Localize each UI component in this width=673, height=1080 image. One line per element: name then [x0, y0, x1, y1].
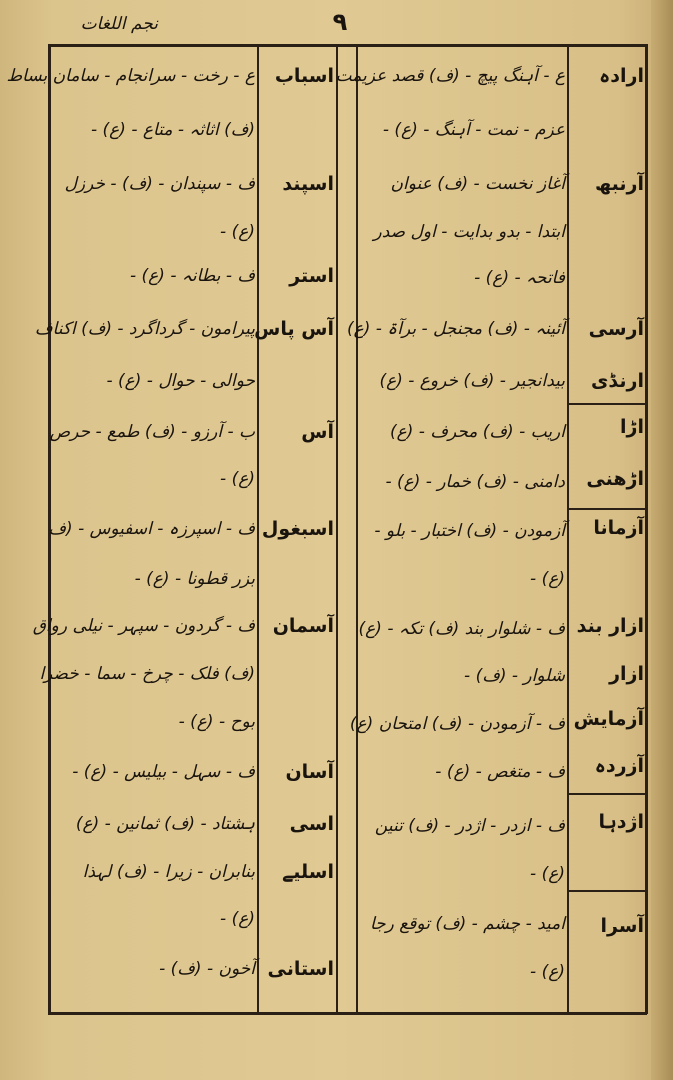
table-top-rule [48, 44, 647, 47]
left-gloss-line: ف - سپندان - (ف) - خرزل [64, 174, 255, 194]
left-column-outer-divider [336, 44, 338, 1014]
left-headword: آس پاس [254, 318, 334, 340]
headword-separator [567, 403, 647, 405]
left-headword: استانی [267, 958, 334, 980]
right-headword-divider [567, 44, 569, 1014]
right-gloss-line: آزمودن - (ف) اختبار - بلو - [374, 521, 565, 541]
right-gloss-line: ابتدا - بدو بدایت - اول صدر [373, 222, 565, 242]
right-headword: آسرا [600, 915, 644, 937]
left-headword: آسمان [272, 615, 334, 637]
right-gloss-line: فاتحہ - (ع) - [474, 268, 565, 288]
right-headword: ازار بند [576, 615, 644, 637]
right-headword: آرنبھ [594, 173, 644, 195]
right-gloss-line: بیدانجیر - (ف) خروع - (ع) [379, 371, 565, 391]
right-gloss-line: امید - چشم - (ف) توقع رجا [369, 914, 565, 934]
left-gloss-line: بوح - (ع) - [178, 712, 255, 732]
left-headword: استر [289, 265, 334, 287]
right-gloss-line: (ع) - [530, 864, 565, 884]
right-headword: ارادہ [599, 65, 644, 87]
left-gloss-line: (ع) - [220, 469, 255, 489]
right-gloss-line: آغاز نخست - (ف) عنوان [390, 174, 565, 194]
table-bottom-rule [48, 1012, 647, 1015]
left-gloss-line: ف - بطانہ - (ع) - [129, 266, 255, 286]
left-gloss-line: ب - آرزو - (ف) طمع - حرص [49, 422, 255, 442]
right-headword: آزمایش [573, 708, 644, 730]
left-gloss-line: (ع) - [220, 222, 255, 242]
left-gloss-line: (ف) فلک - چرخ - سما - خضرا [39, 664, 255, 684]
left-gloss-line: ع - رخت - سرانجام - سامان بساط [6, 66, 255, 86]
right-gloss-line: ف - ازدر - اژدر - (ف) تنین [374, 816, 565, 836]
left-headword: اسی [289, 813, 334, 835]
left-gloss-line: بنابران - زیرا - (ف) لہذا [82, 862, 255, 882]
right-gloss-line: ف - متغص - (ع) - [435, 762, 565, 782]
center-gutter-divider [356, 44, 358, 1014]
left-headword: آسان [285, 761, 334, 783]
left-gloss-line: آخون - (ف) - [159, 959, 255, 979]
left-headword: اسلیے [282, 861, 334, 883]
right-gloss-line: شلوار - (ف) - [464, 666, 565, 686]
left-gloss-line: (ف) اثاثہ - متاع - (ع) - [90, 120, 255, 140]
right-headword: ارنڈی [591, 370, 644, 392]
headword-separator [567, 793, 647, 795]
right-gloss-line: ف - آزمودن - (ف) امتحان (ع) [349, 714, 565, 734]
left-gloss-line: ف - گردون - سپہر - نیلی رواق [32, 616, 255, 636]
header-title: نجم اللغات [80, 14, 158, 34]
right-gloss-line: (ع) - [530, 962, 565, 982]
right-headword: اژدہا [598, 811, 644, 833]
book-spine-edge [651, 0, 673, 1080]
left-headword: آس [301, 421, 334, 443]
left-gloss-line: ہشتاد - (ف) ثمانین - (ع) [75, 814, 255, 834]
right-headword: اڑھنی [586, 468, 644, 490]
left-headword: اسپند [282, 173, 334, 195]
table-right-rule [645, 44, 648, 1014]
left-gloss-line: (ع) - [220, 909, 255, 929]
right-headword: اڑا [620, 416, 644, 438]
page-number: ٩ [332, 8, 348, 36]
left-gloss-line: بزر قطونا - (ع) - [134, 569, 255, 589]
right-headword: ازار [609, 663, 644, 685]
right-headword: آرسی [588, 318, 644, 340]
right-gloss-line: (ع) - [530, 569, 565, 589]
left-gloss-line: ف - اسپرزہ - اسفیوس - (ف [48, 519, 255, 539]
right-gloss-line: اریب - (ف) محرف - (ع) [389, 422, 565, 442]
left-gloss-line: حوالی - حوال - (ع) - [106, 371, 255, 391]
right-headword: آزردہ [594, 755, 644, 777]
right-gloss-line: دامنی - (ف) خمار - (ع) - [385, 472, 565, 492]
left-headword: اسبغول [261, 518, 334, 540]
headword-separator [567, 508, 647, 510]
right-gloss-line: ف - شلوار بند (ف) تکہ - (ع) [358, 619, 565, 639]
right-gloss-line: آئینہ - (ف) مجنجل - برآۃ - (ع) [346, 319, 565, 339]
left-headword: اسباب [274, 65, 334, 87]
right-gloss-line: عزم - نمت - آہنگ - (ع) - [382, 120, 565, 140]
headword-separator [567, 890, 647, 892]
left-gloss-line: ف - سہل - بیلیس - (ع) - [72, 762, 255, 782]
right-gloss-line: ع - آہنگ پیچ - (ف) قصد عزیمت [335, 66, 565, 86]
left-headword-divider [257, 44, 259, 1014]
right-headword: آزمانا [593, 517, 644, 539]
left-gloss-line: پیرامون - گرداگرد - (ف) اکناف [34, 319, 255, 339]
